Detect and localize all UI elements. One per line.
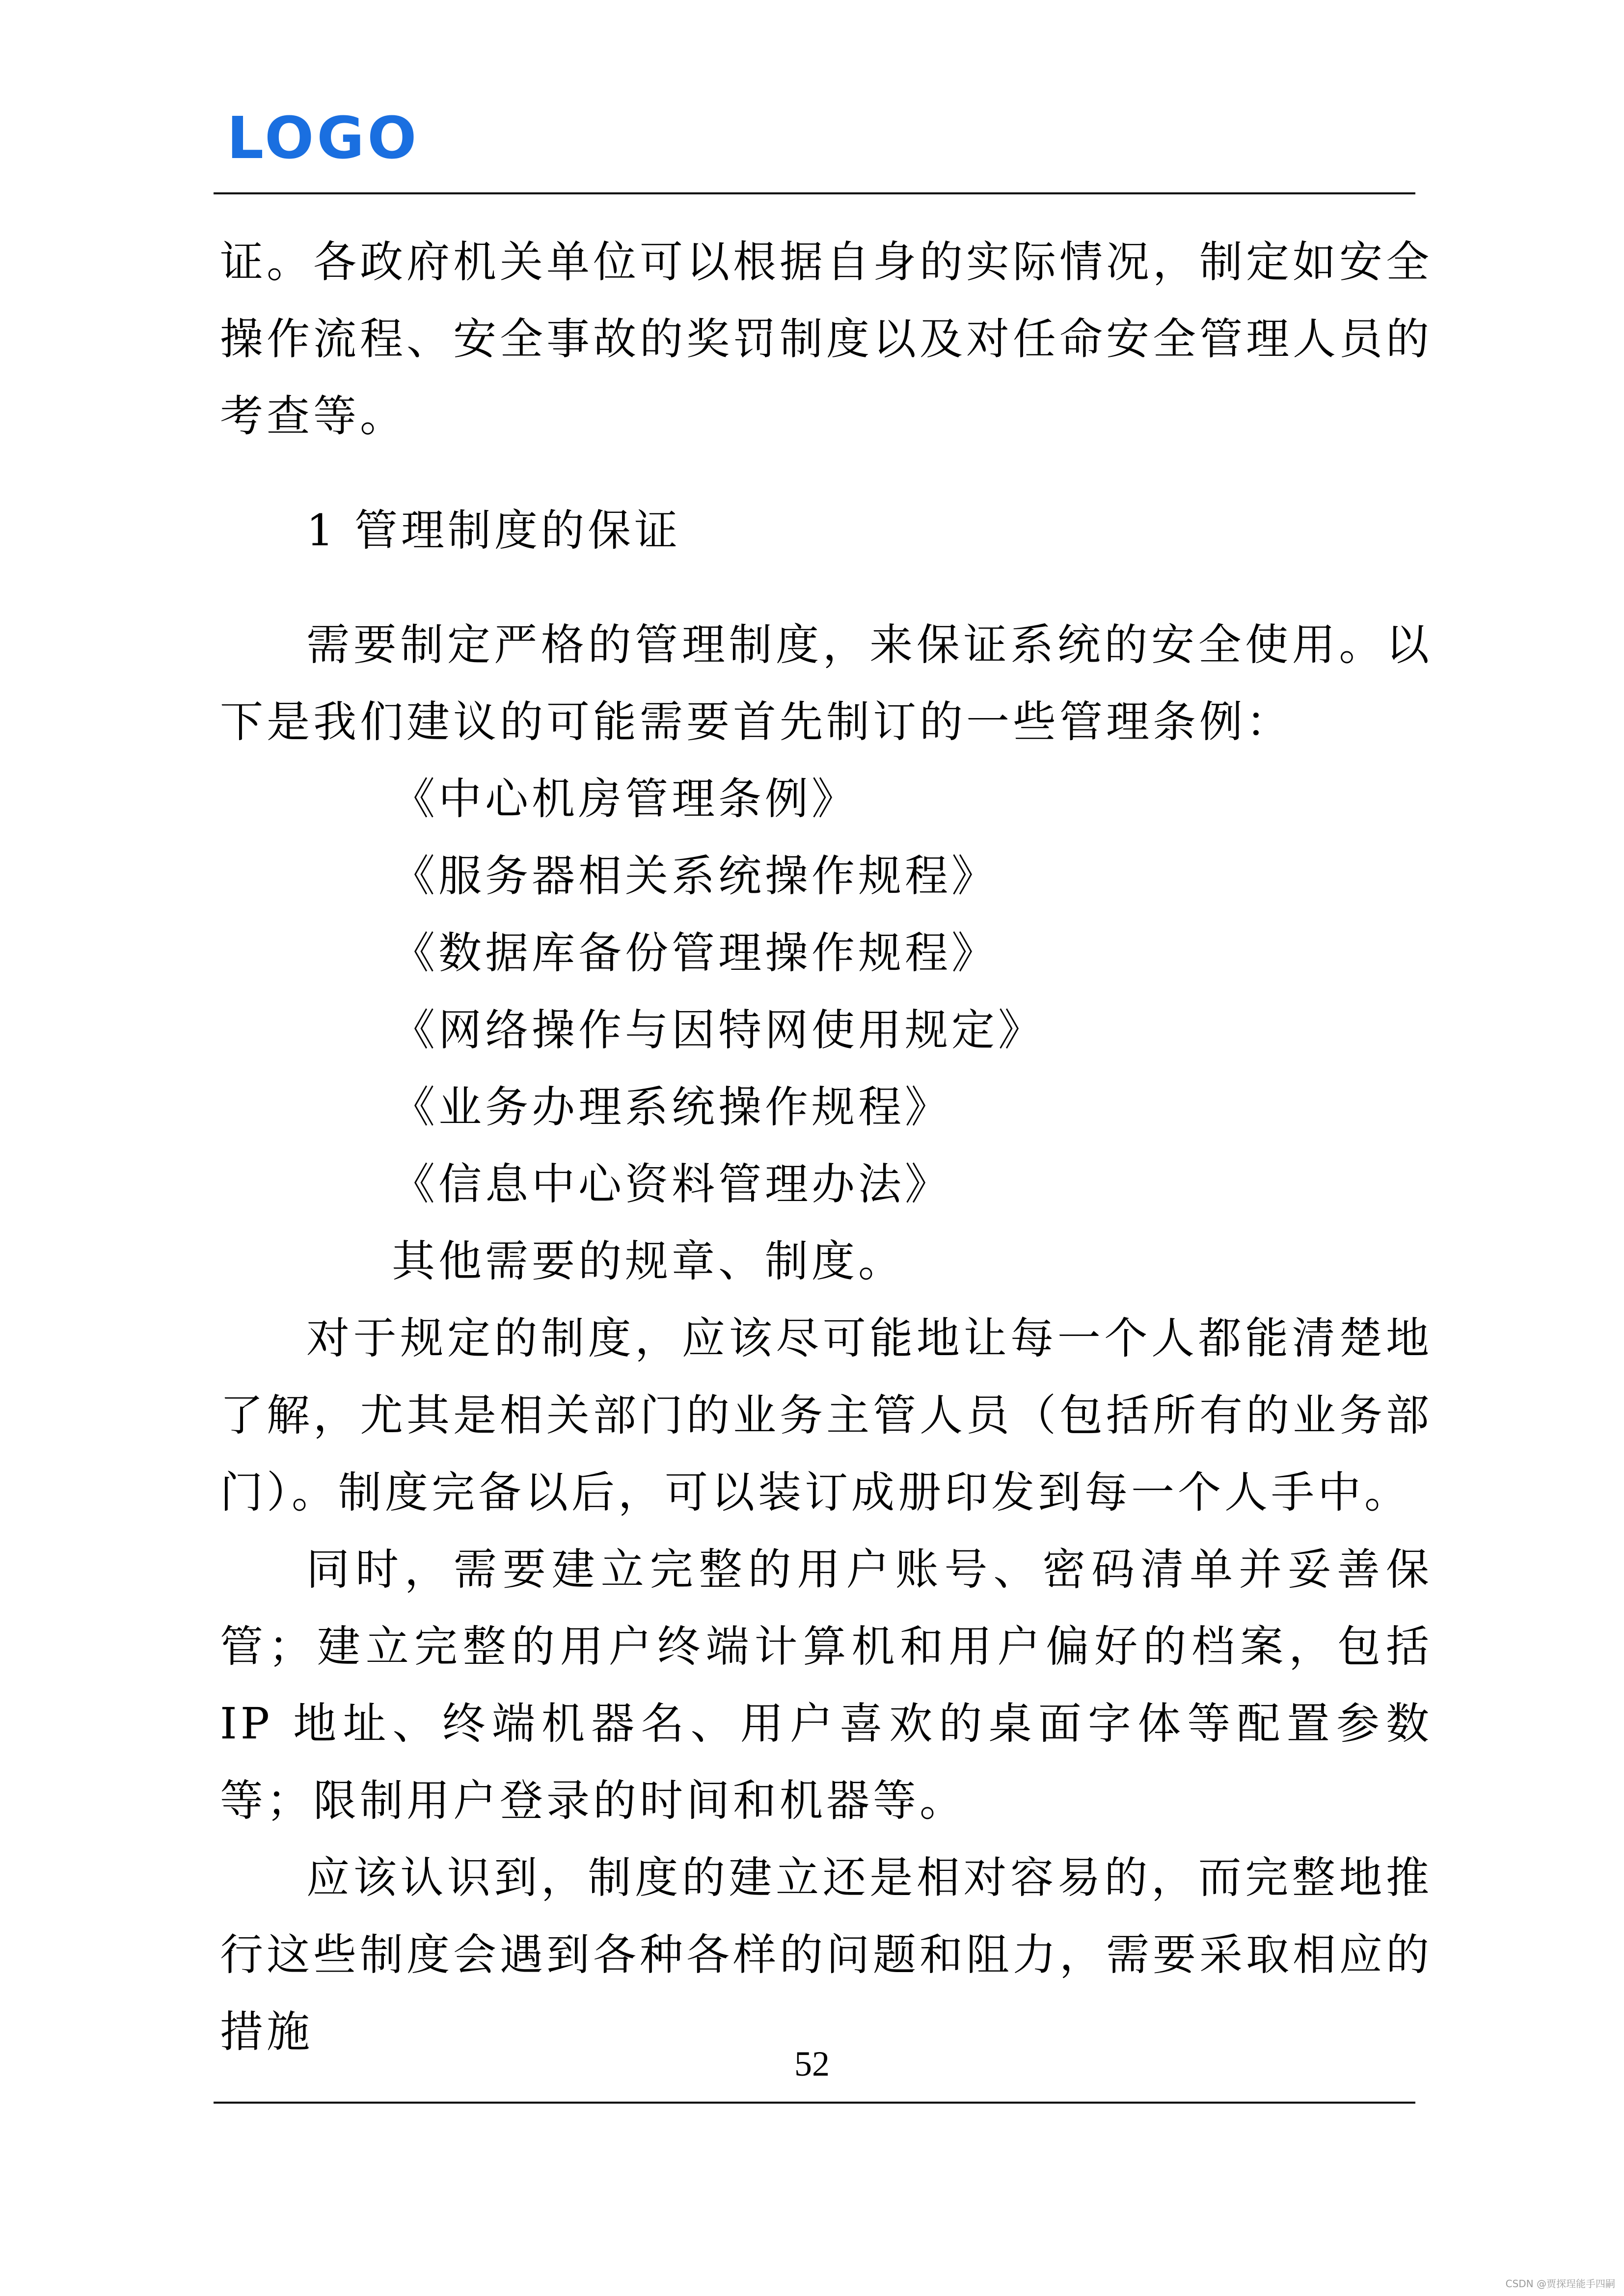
regulation-item: 《信息中心资料管理办法》: [392, 1159, 952, 1209]
other-rules-item: 其他需要的规章、制度。: [392, 1236, 905, 1286]
document-body: [220, 223, 1433, 2070]
implement-paragraph: 应该认识到，制度的建立还是相对容易的，而完整地推行这些制度会遇到各种各样的问题和阻力，需要采取相应的措施: [220, 1852, 1433, 2057]
footer-rule: [214, 2102, 1415, 2104]
intro-paragraph: 需要制定严格的管理制度，来保证系统的安全使用。以下是我们建议的可能需要首先制订的一些管理条例：: [220, 619, 1433, 747]
page-number: 52: [794, 2044, 830, 2083]
regulation-item: 《业务办理系统操作规程》: [392, 1082, 952, 1132]
accounts-paragraph: 同时，需要建立完整的用户账号、密码清单并妥善保管；建立完整的用户终端计算机和用户偏好的档案，包括 IP 地址、终端机器名、用户喜欢的桌面字体等配置参数等；限制用户登录的时间和机器等。: [220, 1544, 1433, 1826]
regulation-item: 《网络操作与因特网使用规定》: [392, 1005, 1045, 1055]
continuation-paragraph: 证。各政府机关单位可以根据自身的实际情况，制定如安全操作流程、安全事故的奖罚制度以及对任命安全管理人员的考查等。: [220, 237, 1433, 441]
understand-paragraph: 对于规定的制度，应该尽可能地让每一个人都能清楚地了解，尤其是相关部门的业务主管人员（包括所有的业务部门）。制度完备以后，可以装订成册印发到每一个人手中。: [220, 1313, 1433, 1518]
regulation-item: 《服务器相关系统操作规程》: [392, 851, 999, 901]
watermark: CSDN @贾探珵能手四嗣: [1505, 2278, 1615, 2290]
header-rule: [214, 192, 1415, 194]
section-heading: 1 管理制度的保证: [306, 505, 681, 556]
regulation-item: 《数据库备份管理操作规程》: [392, 928, 999, 978]
logo: LOGO: [227, 104, 420, 172]
regulation-item: 《中心机房管理条例》: [392, 774, 859, 824]
regulation-list: [220, 760, 1433, 1300]
